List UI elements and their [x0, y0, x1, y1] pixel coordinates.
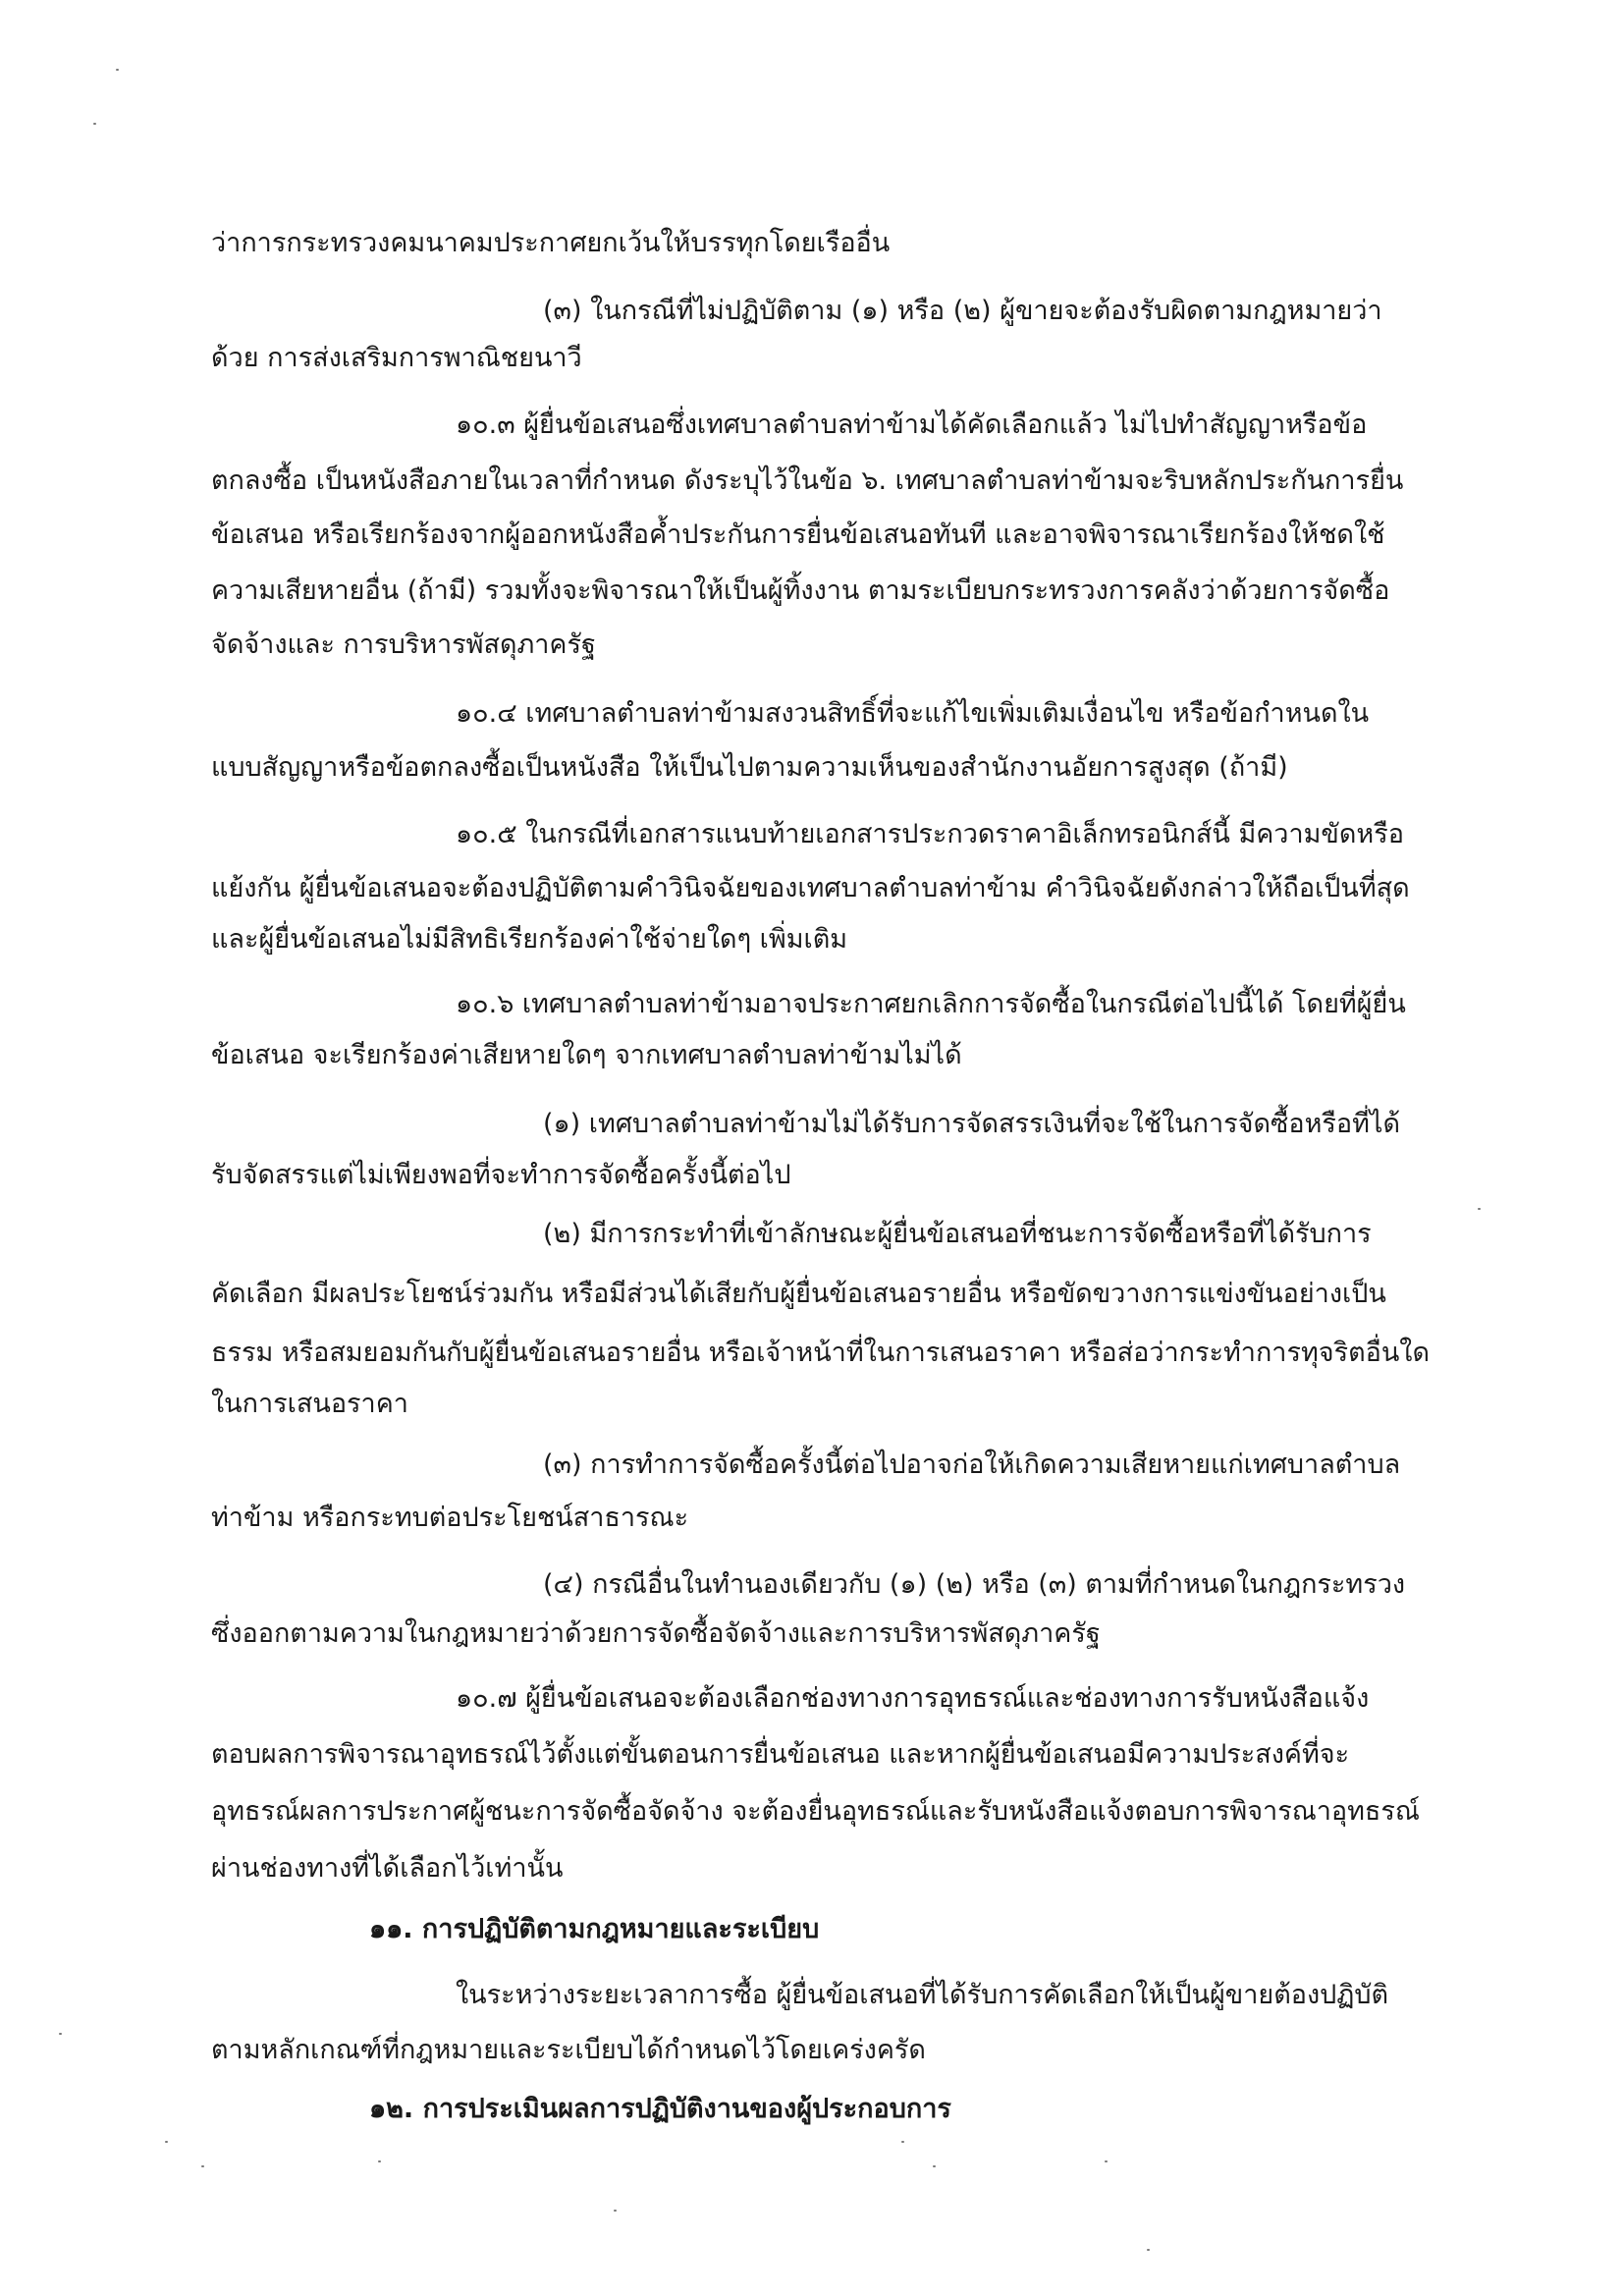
- text-line-11: ๑๐.๕ ในกรณีที่เอกสารแนบท้ายเอกสารประกวดราคาอิเล็กทรอนิกส์นี้ มีความขัดหรือ: [456, 819, 1404, 849]
- scan-speck: [614, 2210, 617, 2212]
- scan-speck: [116, 69, 119, 71]
- text-line-26: ๑๐.๗ ผู้ยื่นข้อเสนอจะต้องเลือกช่องทางการอุทธรณ์และช่องทางการรับหนังสือแจ้ง: [456, 1683, 1370, 1714]
- scan-speck: [1147, 2249, 1150, 2251]
- scan-speck: [1478, 1208, 1481, 1210]
- text-line-31: ในระหว่างระยะเวลาการซื้อ ผู้ยื่นข้อเสนอที่ได้รับการคัดเลือกให้เป็นผู้ขายต้องปฏิบัติ: [456, 1980, 1389, 2010]
- scan-speck: [933, 2165, 936, 2167]
- text-line-24: (๔) กรณีอื่นในทำนองเดียวกับ (๑) (๒) หรือ (๓) ตามที่กำหนดในกฎกระทรวง: [543, 1569, 1406, 1600]
- text-line-29: ผ่านช่องทางที่ได้เลือกไว้เท่านั้น: [211, 1853, 564, 1884]
- text-line-19: คัดเลือก มีผลประโยชน์ร่วมกัน หรือมีส่วนได้เสียกับผู้ยื่นข้อเสนอรายอื่น หรือขัดขวางการแข่งขันอย่างเป็น: [211, 1279, 1386, 1309]
- text-line-16: (๑) เทศบาลตำบลท่าข้ามไม่ได้รับการจัดสรรเงินที่จะใช้ในการจัดซื้อหรือที่ได้: [543, 1109, 1401, 1139]
- text-line-28: อุทธรณ์ผลการประกาศผู้ชนะการจัดซื้อจัดจ้าง จะต้องยื่นอุทธรณ์และรับหนังสือแจ้งตอบการพิจารณาอุทธรณ์: [211, 1796, 1420, 1827]
- section-heading-11: ๑๑. การปฏิบัติตามกฎหมายและระเบียบ: [369, 1914, 820, 1944]
- text-line-6: ข้อเสนอ หรือเรียกร้องจากผู้ออกหนังสือค้ำประกันการยื่นข้อเสนอทันที และอาจพิจารณาเรียกร้องให้ชดใช้: [211, 519, 1385, 550]
- text-line-23: ท่าข้าม หรือกระทบต่อประโยชน์สาธารณะ: [211, 1503, 689, 1533]
- text-line-17: รับจัดสรรแต่ไม่เพียงพอที่จะทำการจัดซื้อครั้งนี้ต่อไป: [211, 1160, 791, 1190]
- text-line-20: ธรรม หรือสมยอมกันกับผู้ยื่นข้อเสนอรายอื่น หรือเจ้าหน้าที่ในการเสนอราคา หรือส่อว่ากระทำการทุจริตอื่นใด: [211, 1338, 1431, 1368]
- scan-speck: [378, 2160, 381, 2162]
- text-line-7: ความเสียหายอื่น (ถ้ามี) รวมทั้งจะพิจารณาให้เป็นผู้ทิ้งงาน ตามระเบียบกระทรวงการคลังว่าด้วยการจัดซื้อ: [211, 575, 1390, 606]
- scan-speck: [1105, 2160, 1108, 2162]
- section-heading-12: ๑๒. การประเมินผลการปฏิบัติงานของผู้ประกอบการ: [369, 2094, 951, 2124]
- text-line-21: ในการเสนอราคา: [211, 1389, 408, 1419]
- scan-speck: [201, 2165, 204, 2167]
- text-line-32: ตามหลักเกณฑ์ที่กฎหมายและระเบียบได้กำหนดไว้โดยเคร่งครัด: [211, 2035, 926, 2065]
- text-line-4: ๑๐.๓ ผู้ยื่นข้อเสนอซึ่งเทศบาลตำบลท่าข้ามได้คัดเลือกแล้ว ไม่ไปทำสัญญาหรือข้อ: [456, 410, 1368, 440]
- text-line-27: ตอบผลการพิจารณาอุทธรณ์ไว้ตั้งแต่ขั้นตอนการยื่นข้อเสนอ และหากผู้ยื่นข้อเสนอมีความประสงค์ที่จะ: [211, 1739, 1350, 1770]
- text-line-18: (๒) มีการกระทำที่เข้าลักษณะผู้ยื่นข้อเสนอที่ชนะการจัดซื้อหรือที่ได้รับการ: [543, 1219, 1372, 1249]
- text-line-5: ตกลงซื้อ เป็นหนังสือภายในเวลาที่กำหนด ดังระบุไว้ในข้อ ๖. เทศบาลตำบลท่าข้ามจะริบหลักประกันการยื่น: [211, 465, 1404, 496]
- text-line-22: (๓) การทำการจัดซื้อครั้งนี้ต่อไปอาจก่อให้เกิดความเสียหายแก่เทศบาลตำบล: [543, 1449, 1401, 1480]
- scan-speck: [59, 2033, 62, 2035]
- text-line-8: จัดจ้างและ การบริหารพัสดุภาครัฐ: [211, 629, 596, 660]
- text-line-2: (๓) ในกรณีที่ไม่ปฏิบัติตาม (๑) หรือ (๒) ผู้ขายจะต้องรับผิดตามกฎหมายว่า: [543, 296, 1382, 326]
- scan-speck: [901, 2141, 904, 2143]
- text-line-10: แบบสัญญาหรือข้อตกลงซื้อเป็นหนังสือ ให้เป็นไปตามความเห็นของสำนักงานอัยการสูงสุด (ถ้ามี): [211, 752, 1288, 783]
- text-line-14: ๑๐.๖ เทศบาลตำบลท่าข้ามอาจประกาศยกเลิกการจัดซื้อในกรณีต่อไปนี้ได้ โดยที่ผู้ยื่น: [456, 989, 1406, 1019]
- text-line-13: และผู้ยื่นข้อเสนอไม่มีสิทธิเรียกร้องค่าใช้จ่ายใดๆ เพิ่มเติม: [211, 924, 848, 955]
- scan-speck: [165, 2141, 168, 2143]
- scan-speck: [93, 123, 96, 125]
- text-line-3: ด้วย การส่งเสริมการพาณิชยนาวี: [211, 343, 582, 373]
- text-line-12: แย้งกัน ผู้ยื่นข้อเสนอจะต้องปฏิบัติตามคำวินิจฉัยของเทศบาลตำบลท่าข้าม คำวินิจฉัยดังกล่าวให้ถือเป็นที่สุด: [211, 873, 1410, 903]
- text-line-1: ว่าการกระทรวงคมนาคมประกาศยกเว้นให้บรรทุกโดยเรืออื่น: [211, 228, 891, 258]
- text-line-9: ๑๐.๔ เทศบาลตำบลท่าข้ามสงวนสิทธิ์ที่จะแก้ไขเพิ่มเติมเงื่อนไข หรือข้อกำหนดใน: [456, 698, 1370, 729]
- text-line-25: ซึ่งออกตามความในกฎหมายว่าด้วยการจัดซื้อจัดจ้างและการบริหารพัสดุภาครัฐ: [211, 1618, 1101, 1649]
- text-line-15: ข้อเสนอ จะเรียกร้องค่าเสียหายใดๆ จากเทศบาลตำบลท่าข้ามไม่ได้: [211, 1040, 962, 1070]
